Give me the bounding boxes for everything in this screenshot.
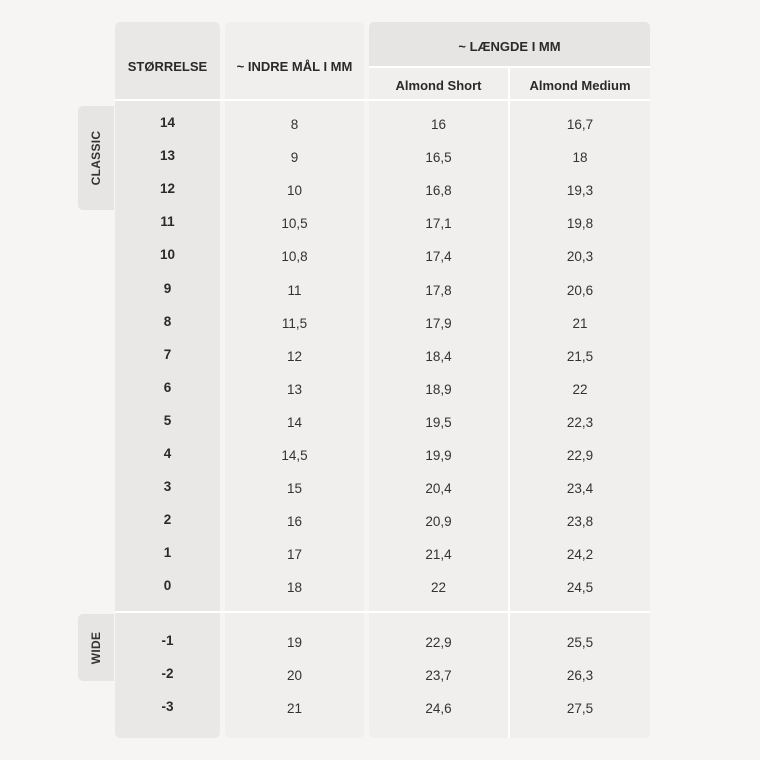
size-cell: 9 [163, 280, 172, 296]
size-cell: 7 [163, 346, 172, 362]
almond-short-cell: 19,9 [425, 448, 452, 463]
almond-medium-cell: 19,8 [566, 216, 594, 232]
almond-medium-cell: 22,3 [566, 414, 594, 430]
almond-short-cell: 21,4 [425, 547, 452, 563]
inner-header: ~ INDRE MÅL I MM [236, 59, 353, 74]
size-cell: 1 [163, 545, 172, 561]
almond-medium-cell: 20,3 [566, 249, 594, 265]
inner-size-cell: 14,5 [281, 448, 308, 463]
header-divider [115, 99, 650, 101]
almond-medium-cell: 19,3 [566, 183, 594, 199]
inner-size-cell: 15 [286, 481, 303, 497]
almond-medium-cell: 24,5 [566, 580, 594, 596]
almond-short-cell: 16,8 [425, 183, 452, 199]
group-divider [115, 611, 650, 613]
inner-size-cell: 13 [286, 381, 303, 397]
almond-medium-header: Almond Medium [529, 78, 631, 93]
almond-short-cell: 22,9 [425, 635, 452, 650]
size-cell: 13 [159, 148, 176, 164]
inner-size-cell: 18 [286, 580, 303, 596]
inner-size-cell: 14 [286, 414, 303, 430]
almond-short-cell: 19,5 [425, 414, 452, 430]
inner-size-cell: 10,5 [281, 216, 308, 232]
inner-size-cell: 11,5 [281, 315, 308, 331]
almond-medium-cell: 22 [572, 381, 588, 397]
almond-medium-cell: 21 [572, 315, 588, 331]
wide-group-text: WIDE [89, 631, 103, 664]
almond-medium-cell: 25,5 [566, 635, 594, 650]
almond-medium-cell: 21,5 [566, 348, 594, 364]
almond-medium-cell: 23,8 [566, 514, 594, 530]
almond-short-cell: 18,4 [425, 348, 452, 364]
almond-short-cell: 22 [430, 580, 447, 596]
size-cell: 5 [163, 412, 172, 428]
size-cell: 2 [163, 512, 172, 528]
almond-short-header: Almond Short [395, 78, 482, 93]
inner-size-cell: 20 [286, 668, 303, 684]
inner-size-cell: 9 [290, 150, 299, 166]
size-cell: 6 [163, 379, 172, 395]
inner-size-cell: 19 [286, 635, 303, 650]
size-cell: 4 [163, 446, 172, 461]
inner-size-cell: 17 [286, 547, 303, 563]
almond-medium-cell: 22,9 [566, 448, 594, 463]
almond-medium-cell: 24,2 [566, 547, 594, 563]
almond-short-cell: 16,5 [425, 150, 452, 166]
size-cell: 0 [163, 578, 172, 594]
almond-medium-cell: 27,5 [566, 701, 594, 717]
size-cell: 8 [163, 313, 172, 329]
almond-short-cell: 23,7 [425, 668, 452, 684]
almond-short-cell: 20,9 [425, 514, 452, 530]
classic-group-label [78, 106, 114, 210]
length-header: ~ LÆNGDE I MM [458, 39, 561, 54]
wide-group-label [78, 614, 114, 681]
almond-short-cell: 17,4 [425, 249, 452, 265]
size-cell: 11 [160, 214, 175, 230]
almond-short-cell: 16 [430, 117, 447, 132]
inner-size-cell: 16 [286, 514, 303, 530]
size-cell: -1 [161, 633, 174, 648]
size-cell: -3 [161, 699, 174, 715]
almond-short-cell: 18,9 [425, 381, 452, 397]
almond-medium-cell: 18 [572, 150, 588, 166]
size-cell: 3 [163, 479, 172, 495]
inner-size-cell: 10 [286, 183, 303, 199]
size-header: STØRRELSE [127, 59, 208, 74]
size-cell: 12 [159, 181, 176, 197]
almond-medium-cell: 26,3 [566, 668, 594, 684]
almond-short-cell: 17,1 [425, 216, 452, 232]
almond-short-cell: 20,4 [425, 481, 452, 497]
size-cell: -2 [161, 666, 174, 682]
inner-size-cell: 21 [286, 701, 303, 717]
size-cell: 14 [159, 115, 176, 130]
inner-size-cell: 11 [287, 282, 302, 298]
almond-short-cell: 24,6 [425, 701, 452, 717]
almond-medium-cell: 23,4 [566, 481, 594, 497]
almond-medium-cell: 20,6 [566, 282, 594, 298]
classic-group-text: CLASSIC [89, 130, 103, 186]
inner-size-cell: 8 [290, 117, 299, 132]
almond-medium-cell: 16,7 [566, 117, 594, 132]
inner-size-cell: 12 [286, 348, 303, 364]
almond-short-cell: 17,8 [425, 282, 452, 298]
almond-short-cell: 17,9 [425, 315, 452, 331]
inner-size-cell: 10,8 [281, 249, 308, 265]
size-cell: 10 [159, 247, 176, 263]
